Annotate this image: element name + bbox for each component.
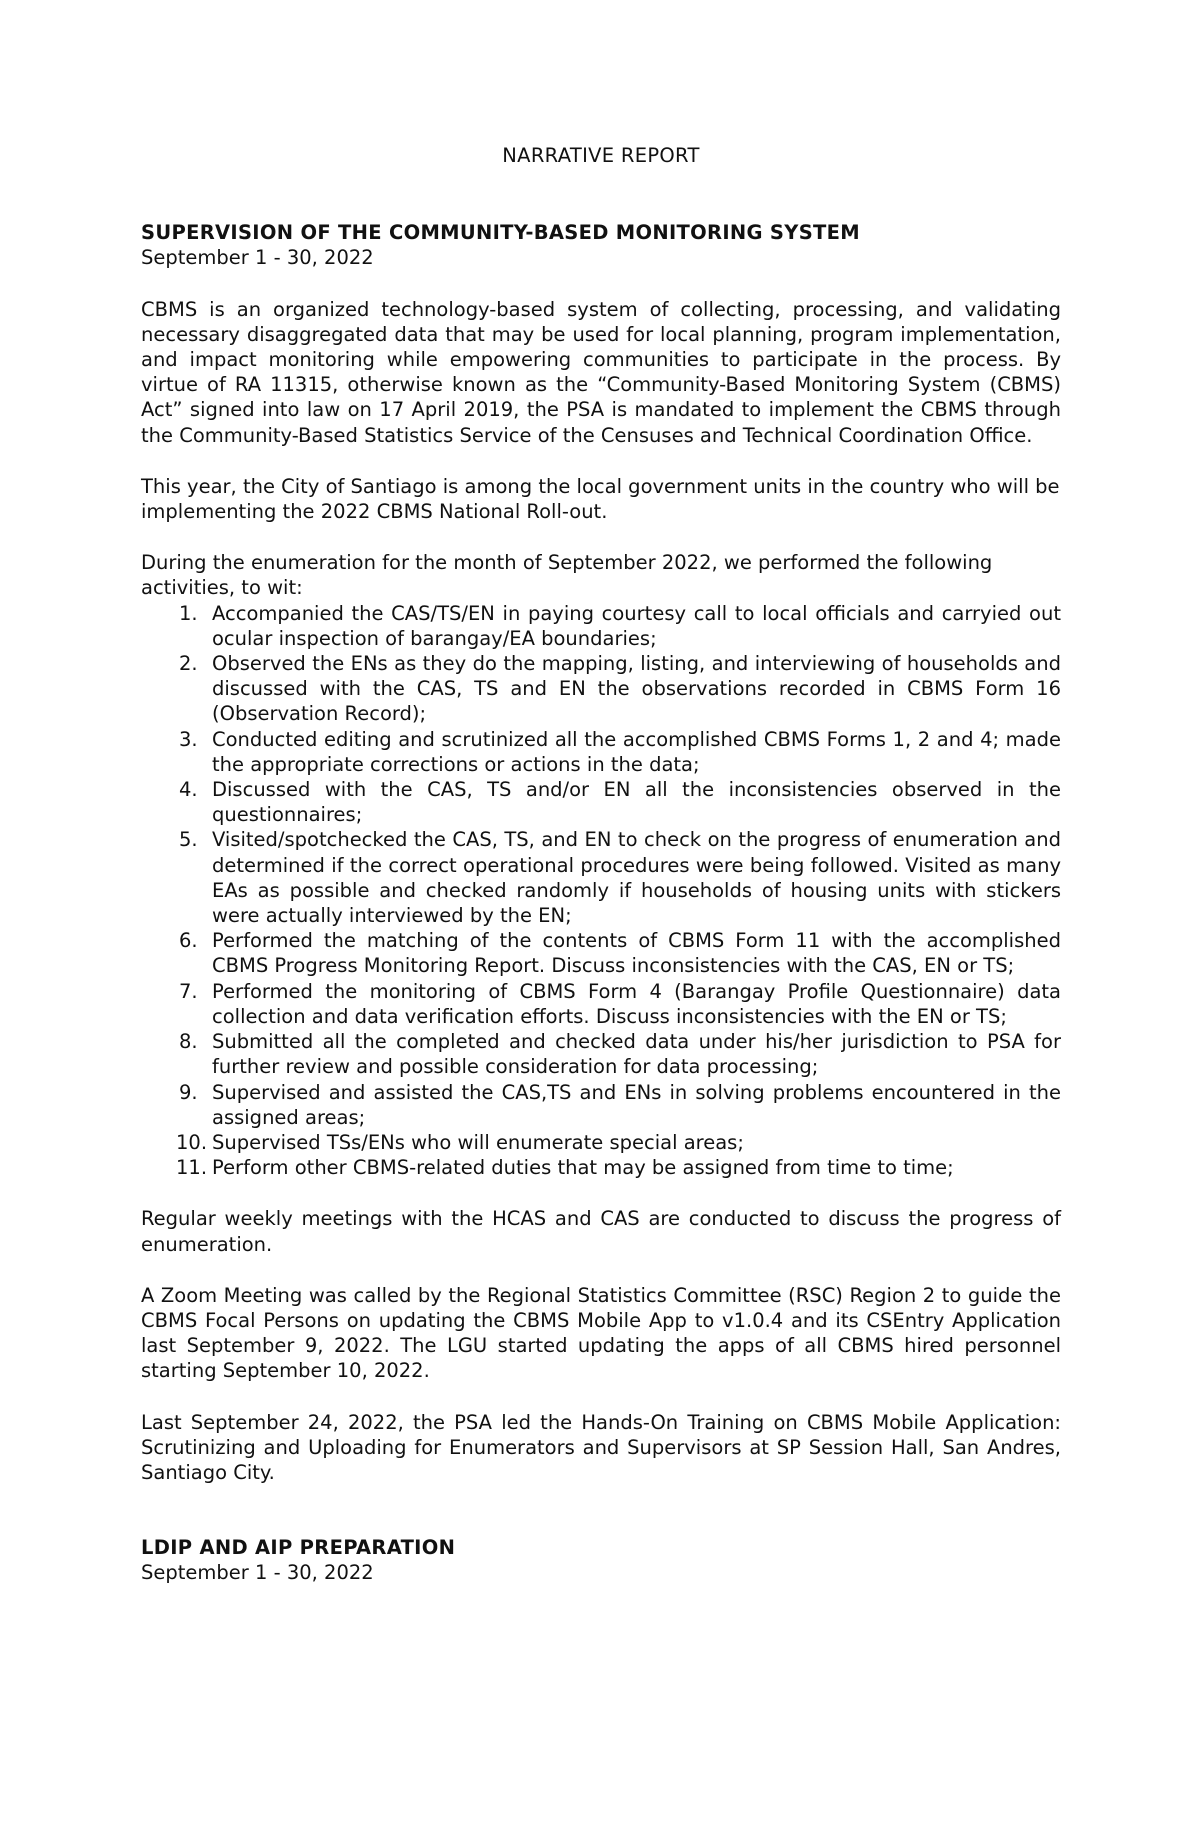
activities-intro: During the enumeration for the month of September 2022, we performed the following activities, to wit: xyxy=(141,551,993,600)
activities-list xyxy=(141,601,1061,1181)
paragraph-weekly-meetings: Regular weekly meetings with the HCAS and CAS are conducted to discuss the progress of enumeration. xyxy=(141,1207,1061,1256)
list-number: 3. xyxy=(179,727,198,751)
section-date: September 1 - 30, 2022 xyxy=(141,1561,374,1585)
list-number: 8. xyxy=(179,1030,198,1054)
section-cbms-supervision xyxy=(141,220,1061,1485)
list-item xyxy=(141,1155,1061,1180)
list-item xyxy=(141,1029,1061,1079)
section-ldip-aip xyxy=(141,1535,1061,1585)
list-number: 11. xyxy=(176,1156,208,1180)
report-title: NARRATIVE REPORT xyxy=(502,144,700,167)
section-heading: SUPERVISION OF THE COMMUNITY-BASED MONITORING SYSTEM xyxy=(141,221,860,245)
paragraph-cbms-definition: CBMS is an organized technology-based system of collecting, processing, and validating necessary disaggregated data that may be used for local planning, program implementation, and impact monitoring while empowering communities to participate in the process. By virtue of RA 11315, otherwise known as the “Community-Based Monitoring System (CBMS) Act” signed into law on 17 April 2019, the PSA is mandated to implement the CBMS through the Community-Based Statistics Service of the Censuses and Technical Coordination Office. xyxy=(141,297,1061,447)
paragraph-hands-on-training: Last September 24, 2022, the PSA led the Hands-On Training on CBMS Mobile Application: Scrutinizing and Uploading for Enumerators and Supervisors at SP Session Hall, San Andres, Santiago City. xyxy=(141,1410,1061,1484)
list-text: Observed the ENs as they do the mapping, listing, and interviewing of households and discussed with the CAS, TS and EN the observations recorded in CBMS Form 16 (Observation Record); xyxy=(212,652,1061,726)
document-body xyxy=(141,143,1061,1612)
list-item xyxy=(141,1080,1061,1130)
list-number: 7. xyxy=(179,979,198,1003)
list-item xyxy=(141,928,1061,978)
list-text: Perform other CBMS-related duties that may be assigned from time to time; xyxy=(212,1156,954,1180)
list-item xyxy=(141,979,1061,1029)
list-text: Discussed with the CAS, TS and/or EN all the inconsistencies observed in the questionnaires; xyxy=(212,778,1061,827)
list-number: 10. xyxy=(176,1130,208,1154)
list-number: 5. xyxy=(179,828,198,852)
list-item xyxy=(141,1130,1061,1155)
list-text: Supervised TSs/ENs who will enumerate special areas; xyxy=(212,1130,744,1154)
list-text: Accompanied the CAS/TS/EN in paying courtesy call to local officials and carryied out ocular inspection of barangay/EA boundaries; xyxy=(212,601,1061,650)
list-item xyxy=(141,777,1061,827)
list-text: Supervised and assisted the CAS,TS and ENs in solving problems encountered in the assigned areas; xyxy=(212,1080,1061,1129)
list-item xyxy=(141,601,1061,651)
list-number: 1. xyxy=(179,601,198,625)
list-number: 6. xyxy=(179,929,198,953)
list-text: Conducted editing and scrutinized all the accomplished CBMS Forms 1, 2 and 4; made the appropriate corrections or actions in the data; xyxy=(212,727,1061,776)
paragraph-zoom-meeting: A Zoom Meeting was called by the Regional Statistics Committee (RSC) Region 2 to guide the CBMS Focal Persons on updating the CBMS Mobile App to v1.0.4 and its CSEntry Application last September 9, 2022. The LGU started updating the apps of all CBMS hired personnel starting September 10, 2022. xyxy=(141,1283,1061,1383)
list-number: 9. xyxy=(179,1080,198,1104)
section-heading: LDIP AND AIP PREPARATION xyxy=(141,1536,456,1560)
list-number: 2. xyxy=(179,652,198,676)
list-text: Performed the monitoring of CBMS Form 4 (Barangay Profile Questionnaire) data collection and data verification efforts. Discuss inconsistencies with the EN or TS; xyxy=(212,979,1061,1028)
paragraph-santiago-rollout: This year, the City of Santiago is among the local government units in the country who will be implementing the 2022 CBMS National Roll-out. xyxy=(141,474,1060,524)
list-item xyxy=(141,827,1061,928)
list-text: Submitted all the completed and checked data under his/her jurisdiction to PSA for further review and possible consideration for data processing; xyxy=(212,1030,1061,1079)
section-date: September 1 - 30, 2022 xyxy=(141,246,374,270)
list-item xyxy=(141,651,1061,727)
list-text: Visited/spotchecked the CAS, TS, and EN to check on the progress of enumeration and determined if the correct operational procedures were being followed. Visited as many EAs as possible and checked randomly if households of housing units with stickers were actually interviewed by the EN; xyxy=(212,828,1061,928)
list-text: Performed the matching of the contents of CBMS Form 11 with the accomplished CBMS Progress Monitoring Report. Discuss inconsistencies with the CAS, EN or TS; xyxy=(212,929,1061,978)
list-number: 4. xyxy=(179,778,198,802)
list-item xyxy=(141,727,1061,777)
